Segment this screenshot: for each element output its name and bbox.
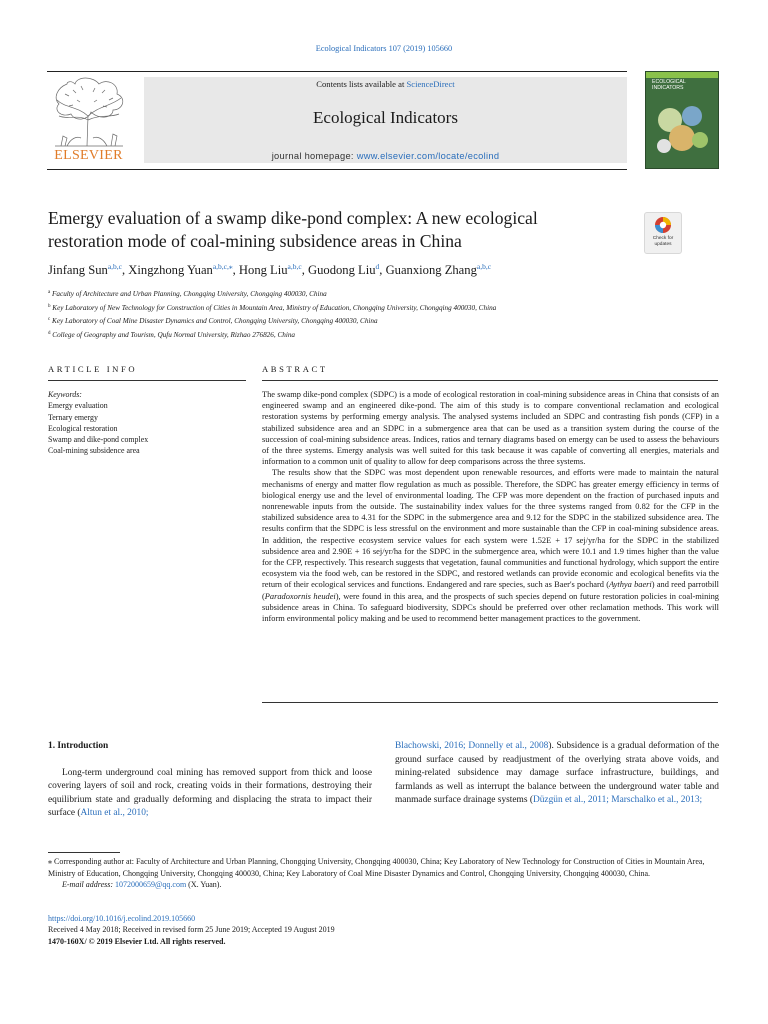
intro-paragraph [48,767,372,821]
intro-left-column [48,740,372,821]
abstract-paragraph-2 [262,467,719,624]
corresponding-author-text: ⁎ Corresponding author at: Faculty of Architecture and Urban Planning, Chongqing University, Chongqing 400030, China; Key Laboratory of New Technology for Construction of Cities in Mountain Area, Ministry of Education, Chongqing University, Chongqing 400030, China; Key Laboratory of Coal Mine Disaster Dynamics and Control, Chongqing University, Chongqing 400030, China. [48,857,705,878]
keyword-item: Ecological restoration [48,423,118,433]
email-label: E-mail address: [62,880,116,890]
article-meta [48,913,548,947]
crossmark-icon [645,213,681,237]
cover-title-line1: ECOLOGICAL [652,79,686,85]
email-line [48,879,720,891]
journal-citation[interactable]: Ecological Indicators 107 (2019) 105660 [315,44,453,53]
keywords-block [48,389,248,457]
masthead-bottom-rule [47,169,627,170]
affiliation-item [48,287,728,301]
affiliation-mark: a [48,290,51,295]
author-affil-mark[interactable]: a,b,c,⁎ [212,262,233,271]
title-line-2: restoration mode of coal-mining subsidence areas in China [48,231,462,251]
email-suffix: (X. Yuan). [186,880,222,890]
keyword-item: Ternary emergy [48,412,98,422]
species-name: Aythya baeri [609,580,652,590]
keywords-label: Keywords: [48,390,82,399]
cover-title-line2: INDICATORS [652,85,684,91]
abstract-text: ), were found in this area, and the prospects of such species depend on future restoration policies in coal-mining subsidence areas in China. To safeguard biodiversity, SDPCs should be preferred over other reclamation methods. This work will inform environmental policy making and be used to recommend better management practices to the government. [262,591,719,624]
abstract-body [262,389,719,624]
abstract-text: The results show that the SDPC was most dependent upon renewable resources, and efforts were made to maintain the natural mechanisms of energy and matter flow regulation as much as possible. Therefore, the SDPC has greater emergy efficiency in terms of biological energy use and the level of environmental loading. The CFP was more dependent on the fraction of purchased inputs and nonrenewable inputs from the outside. The sustainability index values for the three systems ranged from 0.82 for the CFP in the stabilized subsidence area to 4.31 for the SDPC in the submergence area and 9.12 for the SDPC in the stabilized subsidence area. The results confirm that the SDPC is less stressful on the environment and more sustainable than the CFP in coal-mining subsidence areas. In addition, the respective ecosystem service values for each system were 1.52E + 17 sej/yr/ha for the SDPC in the stabilized subsidence area and 2.90E + 16 sej/yr/ha for the SDPC in the submergence area, which were 10.1 and 1.9 times higher than the value for the CFP, respectively. This research suggests that vegetation, faunal communities and functional hydrology, which support the entire ecosystem via the food web, can be restored in the SDPC, and restored wetlands can provide economic and ecological benefits via the return of their ecological services and functions. Endangered and rare species, such as Baer's pochard ( [262,468,719,590]
masthead-top-rule [47,71,627,72]
species-name: Paradoxornis heudei [264,591,336,601]
author[interactable] [128,263,232,277]
check-for-updates-button[interactable] [644,212,682,254]
citation-link[interactable]: Blachowski, 2016; Donnelly et al., 2008 [395,741,549,751]
corresponding-author-footnote [48,856,720,891]
abstract-bottom-rule [262,702,718,703]
affiliation-text: Key Laboratory of New Technology for Construction of Cities in Mountain Area, Ministry of Education, Chongqing University, Chongqing 400030, China [52,303,497,312]
affiliation-text: Key Laboratory of Coal Mine Disaster Dynamics and Control, Chongqing University, Chongqing 400030, China [52,317,378,326]
keyword-item: Coal-mining subsidence area [48,446,140,456]
affiliation-mark: b [48,303,51,309]
cover-photos-icon [652,100,712,160]
cover-accent-bar [646,72,718,78]
article-title [48,207,618,253]
abstract-top-rule [262,380,718,381]
homepage-link[interactable]: www.elsevier.com/locate/ecolind [356,151,500,161]
abstract-paragraph-1: The swamp dike-pond complex (SDPC) is a mode of ecological restoration in coal-mining subsidence areas in China that consists of an engineered swamp and an engineered dike-pond. The aim of this study is to compare conventional reclamation and ecological restoration systems by performing emergy analysis. The analysed systems included an SDPC and contrasting fish ponds (CFP) in a stabilized subsidence area and an SDPC in a submergence area that can be used as a transition system during the course of the succession of coal-mining subsidence areas. Indices, ratios and ternary diagrams based on emergy can be used to assess the behaviours of the three systems. Emergy analysis was well suited for this task because it was capable of converting all energies, materials and information to a common unit of quality to allow for deep comparisons across the three systems. [262,390,719,467]
author[interactable] [239,263,302,277]
publisher-wordmark: ELSEVIER [54,148,123,163]
copyright-line: 1470-160X/ © 2019 Elsevier Ltd. All rights reserved. [48,936,226,946]
journal-homepage [144,151,627,161]
affiliation-item [48,328,728,342]
article-dates: Received 4 May 2018; Received in revised form 25 June 2019; Accepted 19 August 2019 [48,925,335,935]
article-info-rule [48,380,246,381]
citation-link[interactable]: Altun et al., 2010; [80,808,149,819]
author[interactable] [48,263,122,277]
tree-logo-icon [47,76,130,148]
abstract-text: ) and reed parrotbill ( [262,580,720,601]
author-affil-mark[interactable]: d [375,262,380,271]
section-heading-introduction: 1. Introduction [48,741,109,751]
article-info-heading: ARTICLE INFO [48,364,138,374]
footnote-rule [48,852,120,853]
author[interactable] [386,263,491,277]
title-line-1: Emergy evaluation of a swamp dike-pond complex: A new ecological [48,208,538,228]
keyword-item: Swamp and dike-pond complex [48,435,149,445]
author-name: Jinfang Sun [48,263,108,277]
author-affil-mark[interactable]: a,b,c [287,262,302,271]
citation-link[interactable]: Düzgün et al., 2011; Marschalko et al., 2013; [532,795,703,806]
intro-text: ). Subsidence is a gradual deformation of the ground surface caused by readjustment of the overlying strata above voids, and mining-related subsidence may damage surface infrastructure, buildings, and farmlands as well as interrupt the balance between the underground water table and manmade surface drainage systems ( [395,741,719,806]
author-list: Jinfang Sun$^{a,b,c}$, Xingzhong Yuan$^{a,b,c,⁎}$, Hong Liu$^{a,b,c}$, Guodong Liu$^d$, Guanxiong Zhang$^{a,b,c}$ [48,262,492,277]
author-affil-mark[interactable]: a,b,c [107,262,122,271]
cover-title [652,79,714,91]
doi-link[interactable]: https://doi.org/10.1016/j.ecolind.2019.105660 [48,914,196,923]
intro-right-column [395,740,719,808]
affiliation-mark: d [48,330,51,336]
journal-cover-thumbnail[interactable] [645,71,719,169]
email-link[interactable]: 1072000659@qq.com [115,880,187,890]
affiliation-mark: c [48,317,51,323]
affiliation-text: College of Geography and Tourism, Qufu Normal University, Rizhao 276826, China [52,330,296,339]
affiliations [48,287,728,341]
keyword-item: Emergy evaluation [48,401,108,411]
affiliation-text: Faculty of Architecture and Urban Planning, Chongqing University, Chongqing 400030, China [52,290,327,298]
intro-text: Long-term underground coal mining has removed support from thick and loose covering layers of soil and rock, creating voids in their formations, destroying their equilibrium state and gradually deforming and displacing the strata to impact their surface ( [48,767,372,819]
author-affil-mark[interactable]: a,b,c [476,262,492,271]
author-name: Xingzhong Yuan [128,263,213,277]
affiliation-item [48,301,728,315]
contents-availability [144,79,627,89]
contents-prefix: Contents lists available at [316,79,407,89]
sciencedirect-link[interactable]: ScienceDirect [406,79,455,89]
author[interactable] [308,263,379,277]
author-name: Hong Liu [238,263,288,277]
affiliation-item [48,314,728,328]
abstract-heading: ABSTRACT [262,364,328,374]
author-name: Guodong Liu [308,263,376,277]
homepage-prefix: journal homepage: [271,151,357,161]
author-name: Guanxiong Zhang [385,263,477,277]
check-badge-label: Check for updates [652,236,674,247]
intro-paragraph-continued [395,740,719,808]
journal-name: Ecological Indicators [313,108,458,127]
